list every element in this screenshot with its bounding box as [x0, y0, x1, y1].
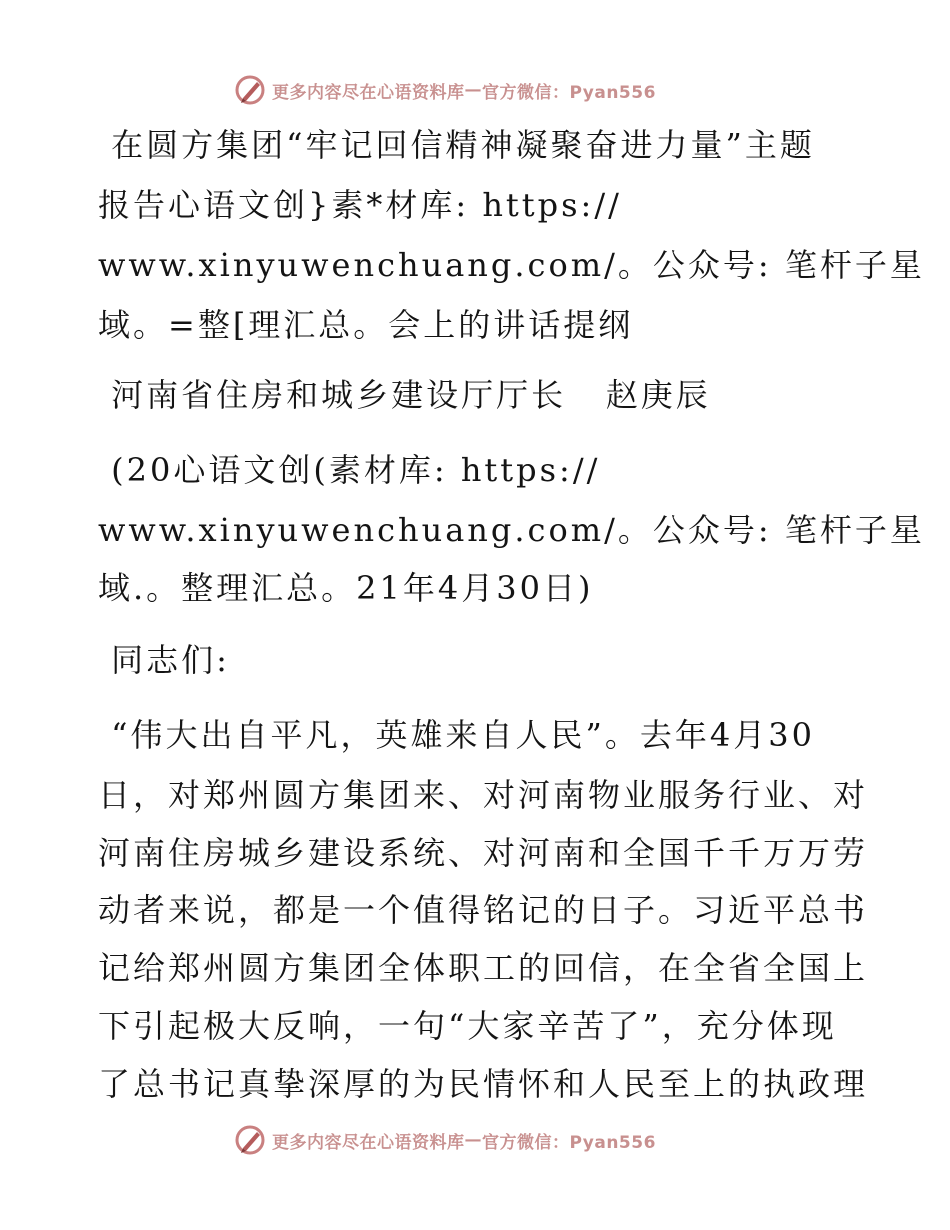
salutation: 同志们:	[98, 641, 230, 679]
date-line: (20心语文创(素材库: https://	[98, 451, 601, 489]
body-line: 动者来说，都是一个值得铭记的日子。习近平总书	[98, 891, 869, 929]
title-line: 域。=整[理汇总。会上的讲话提纲	[98, 306, 634, 344]
date-line: www.xinyuwenchuang.com/。公众号: 笔杆子星	[98, 511, 925, 549]
body-line: 下引起极大反响，一句“大家辛苦了”，充分体现	[98, 1007, 837, 1045]
pen-circle-logo-icon	[234, 74, 266, 106]
title-line: 报告心语文创}素*材库: https://	[98, 186, 622, 224]
banner-dash: —	[464, 80, 482, 100]
body-line: “伟大出自平凡，英雄来自人民”。去年4月30	[98, 716, 815, 754]
author-line: 河南省住房和城乡建设厅厅长 赵庚辰	[98, 376, 711, 414]
header-banner	[234, 73, 656, 107]
banner-dash: —	[464, 1130, 482, 1150]
body-line: 日，对郑州圆方集团来、对河南物业服务行业、对	[98, 776, 869, 814]
pen-circle-logo-icon	[234, 1124, 266, 1156]
date-line: 域.。整理汇总。21年4月30日)	[98, 569, 594, 607]
title-line: www.xinyuwenchuang.com/。公众号: 笔杆子星	[98, 246, 925, 284]
banner-site-text: 更多内容尽在心语资料库	[272, 1132, 465, 1153]
body-line: 了总书记真挚深厚的为民情怀和人民至上的执政理	[98, 1065, 869, 1103]
banner-wechat-text: 官方微信：Pyan556	[482, 82, 656, 103]
banner-wechat-text: 官方微信：Pyan556	[482, 1132, 656, 1153]
body-line: 记给郑州圆方集团全体职工的回信，在全省全国上	[98, 949, 869, 987]
footer-banner	[234, 1123, 656, 1157]
title-line: 在圆方集团“牢记回信精神凝聚奋进力量”主题	[98, 126, 815, 164]
body-line: 河南住房城乡建设系统、对河南和全国千千万万劳	[98, 834, 869, 872]
banner-site-text: 更多内容尽在心语资料库	[272, 82, 465, 103]
